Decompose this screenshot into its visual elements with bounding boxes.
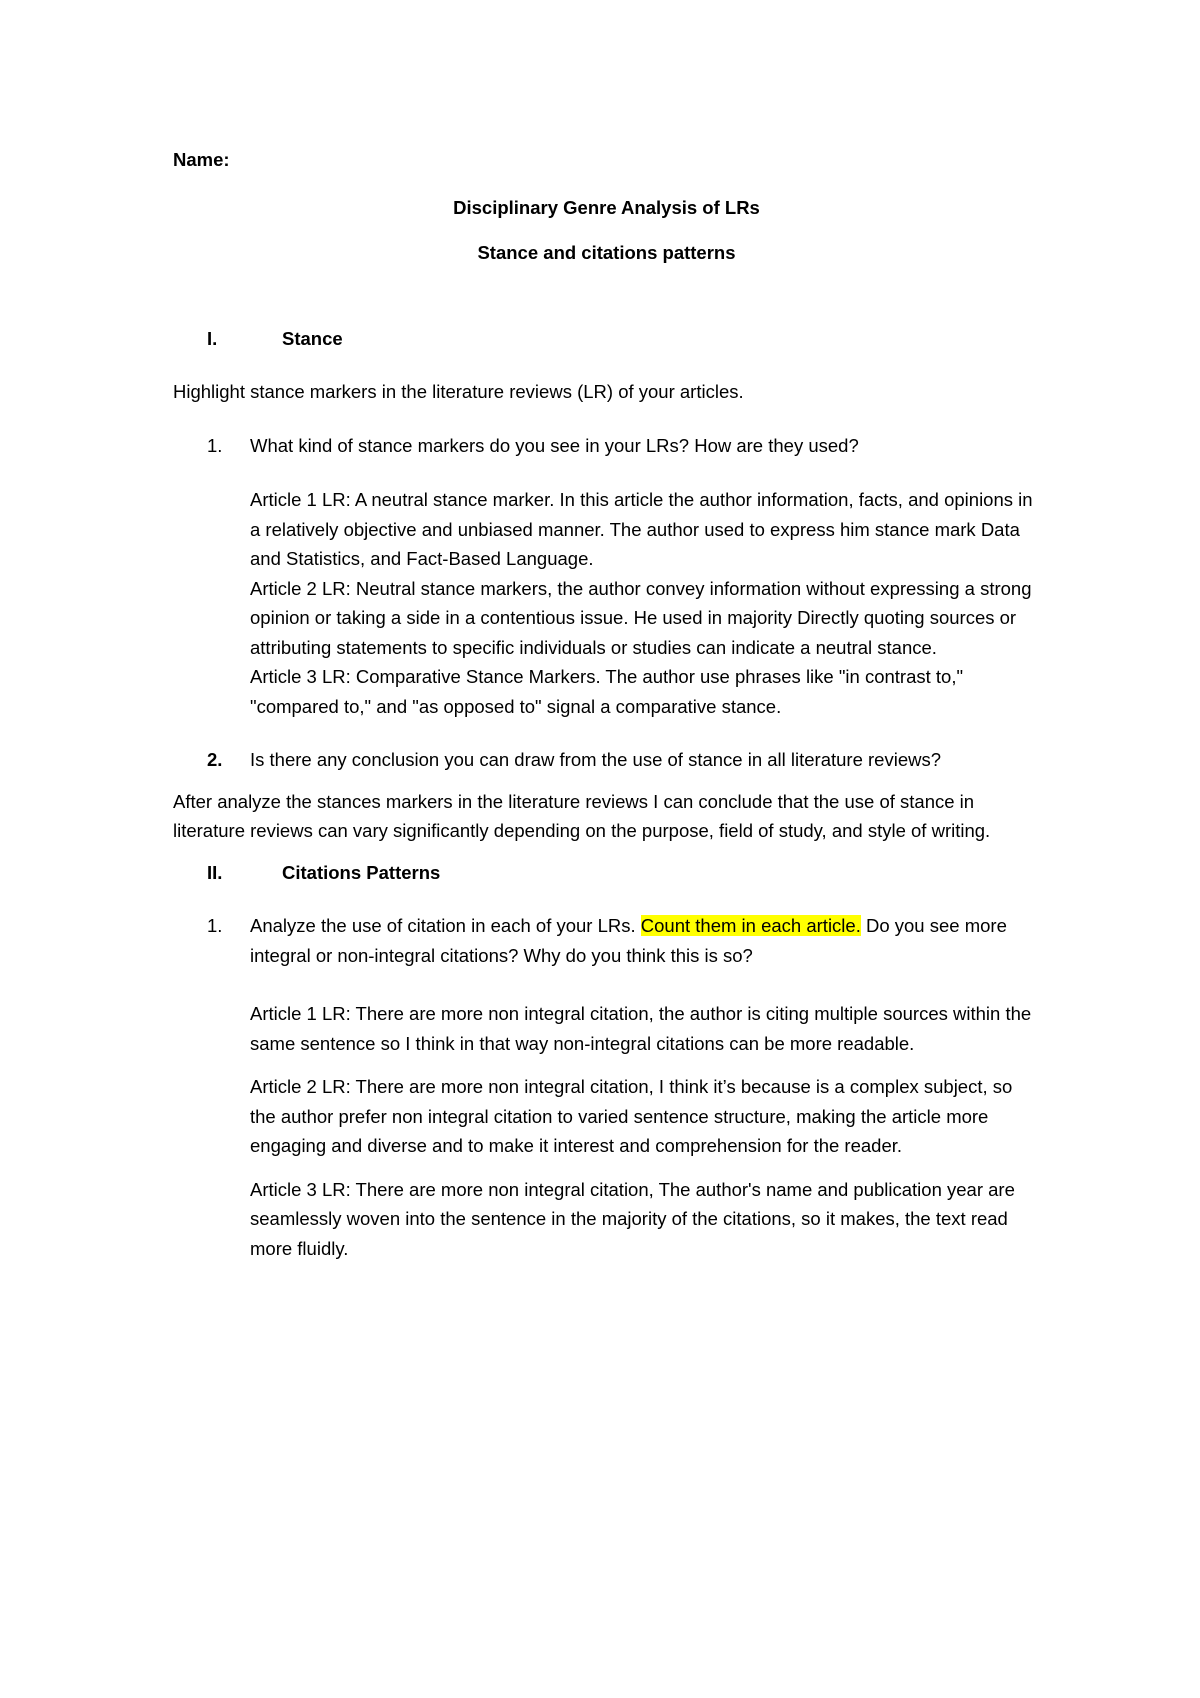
question-number: 2.: [207, 749, 223, 770]
stance-instruction: Highlight stance markers in the literature reviews (LR) of your articles.: [173, 381, 744, 402]
question-text: What kind of stance markers do you see in your LRs? How are they used?: [250, 434, 859, 456]
stance-question-2: [173, 745, 1040, 775]
answer-article-3: Article 3 LR: Comparative Stance Markers. The author use phrases like "in contrast to," "compared to," and "as opposed to" signal a comparative stance.: [250, 666, 964, 717]
section-heading-stance: [173, 324, 1040, 354]
section-title: Stance: [282, 327, 343, 349]
question-text: [250, 911, 1040, 970]
citations-question-1: [173, 911, 1040, 970]
answer-article-3: Article 3 LR: There are more non integral citation, The author's name and publication year are seamlessly woven into the sentence in the majority of the citations, so it makes, the text read more fluidly.: [250, 1178, 1015, 1259]
section-number: I.: [207, 327, 218, 349]
answer-article-1: Article 1 LR: A neutral stance marker. In this article the author information, facts, and opinions in a relatively objective and unbiased manner. The author used to express him stance mark Data and Statistics, and Fact-Based Language.: [250, 489, 1033, 569]
stance-question-1: [173, 431, 1040, 461]
name-label: Name:: [173, 149, 230, 170]
stance-answers: [250, 485, 1040, 721]
citations-answers: [250, 999, 1040, 1263]
document-title: Disciplinary Genre Analysis of LRs: [453, 196, 760, 218]
answer-article-2: Article 2 LR: There are more non integral citation, I think it’s because is a complex subject, so the author prefer non integral citation to varied sentence structure, making the article more engaging and diverse and to make it interest and comprehension for the reader.: [250, 1076, 1013, 1156]
question-number: 1.: [207, 915, 223, 936]
question-number: 1.: [207, 434, 223, 456]
section-heading-citations: [173, 858, 1040, 888]
document-subtitle: Stance and citations patterns: [477, 242, 736, 263]
stance-conclusion: After analyze the stances markers in the literature reviews I can conclude that the use of stance in literature reviews can vary significantly depending on the purpose, field of study, and style of writing.: [173, 790, 991, 841]
highlighted-instruction: Count them in each article.: [640, 915, 861, 936]
question-text-start: Analyze the use of citation in each of your LRs.: [250, 915, 641, 936]
question-text-end: Do you see more integral or non-integral citations? Why do you think this is so?: [250, 915, 1007, 966]
answer-article-2: Article 2 LR: Neutral stance markers, the author convey information without expressing a strong opinion or taking a side in a contentious issue. He used in majority Directly quoting sources or attributing statements to specific individuals or studies can indicate a neutral stance.: [250, 577, 1032, 658]
section-number: II.: [207, 861, 223, 883]
question-text: Is there any conclusion you can draw from the use of stance in all literature reviews?: [250, 749, 942, 770]
section-title: Citations Patterns: [282, 861, 441, 883]
answer-article-1: Article 1 LR: There are more non integral citation, the author is citing multiple sources within the same sentence so I think in that way non-integral citations can be more readable.: [250, 1003, 1032, 1054]
